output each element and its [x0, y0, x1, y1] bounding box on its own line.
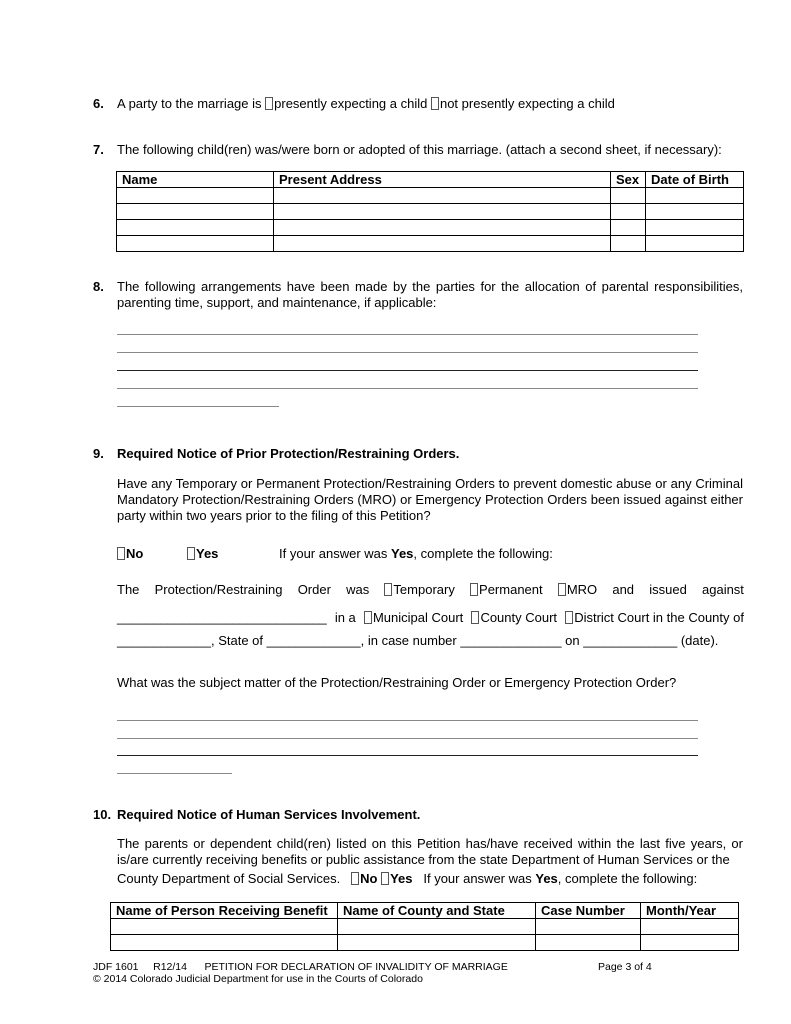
col-sex: Sex [611, 172, 646, 188]
arrangements-line-5[interactable] [117, 406, 279, 407]
subject-line-4[interactable] [117, 773, 232, 774]
table-row[interactable] [111, 919, 739, 935]
word-the: The [117, 582, 140, 597]
permanent-checkbox[interactable] [470, 583, 478, 596]
arrangements-line-4[interactable] [117, 388, 698, 389]
protection-yes[interactable] [187, 546, 218, 561]
word-order: Order [297, 582, 331, 597]
district-option[interactable] [565, 610, 744, 625]
subject-line-3[interactable] [117, 755, 698, 756]
hs-if-yes-pre: If your answer was [423, 871, 536, 886]
not-expecting-label: not presently expecting a child [439, 96, 615, 111]
municipal-checkbox[interactable] [364, 611, 372, 624]
mro-label: MRO [566, 582, 598, 597]
footer-form-id [93, 961, 508, 973]
if-yes-bold: Yes [391, 546, 414, 561]
subject-question: What was the subject matter of the Protection/Restraining Order or Emergency Protection Order? [117, 675, 677, 690]
item-10-heading: Required Notice of Human Services Involvement. [117, 807, 421, 822]
not-expecting-checkbox[interactable] [431, 97, 439, 110]
col-month-year: Month/Year [641, 903, 739, 919]
word-protection: Protection/Restraining [154, 582, 283, 597]
permanent-option[interactable] [470, 582, 543, 597]
benefits-table [110, 902, 739, 951]
item-10-paragraph: The parents or dependent child(ren) listed on this Petition has/have received within the last five years, or is/are currently receiving benefits or public assistance from the state Department of Human Services or the [117, 836, 743, 867]
county-court-label: County Court [480, 610, 558, 625]
social-services-text: County Department of Social Services. [117, 871, 341, 886]
item-7-text: The following child(ren) was/were born or adopted of this marriage. (attach a second sheet, if necessary): [117, 142, 722, 157]
item-8-text: The following arrangements have been made by the parties for the allocation of parental responsibilities, parenting time, support, and maintenance, if applicable: [117, 279, 743, 310]
expecting-checkbox[interactable] [265, 97, 273, 110]
hs-yes-label: Yes [390, 871, 413, 886]
district-checkbox[interactable] [565, 611, 573, 624]
protection-yes-checkbox[interactable] [187, 547, 195, 560]
temporary-option[interactable] [384, 582, 454, 597]
word-was: was [346, 582, 370, 597]
col-address: Present Address [274, 172, 611, 188]
item-8-number: 8. [93, 279, 104, 294]
item-6-number: 6. [93, 96, 104, 111]
item-9-paragraph: Have any Temporary or Permanent Protection/Restraining Orders to prevent domestic abuse or any Criminal Mandatory Protection/Restraining Orders (MRO) or Emergency Protection Orders been issued against either party within two years prior to the filing of this Petition? [117, 476, 743, 523]
county-court-option[interactable] [471, 610, 557, 625]
arrangements-line-1[interactable] [117, 334, 698, 335]
table-row[interactable] [111, 935, 739, 951]
item-6-text [117, 96, 615, 111]
district-label: District Court in the County of [574, 610, 744, 625]
word-against: against [702, 582, 744, 597]
item-9-heading: Required Notice of Prior Protection/Restraining Orders. [117, 446, 460, 461]
table-row[interactable] [117, 188, 744, 204]
word-in-a: in a [334, 610, 356, 625]
protection-no-checkbox[interactable] [117, 547, 125, 560]
children-table [116, 171, 744, 252]
word-and: and [612, 582, 635, 597]
item-10-number: 10. [93, 807, 112, 822]
col-person: Name of Person Receiving Benefit [111, 903, 338, 919]
protection-yes-label: Yes [196, 546, 219, 561]
protection-no[interactable] [117, 546, 143, 561]
table-row[interactable] [117, 236, 744, 252]
arrangements-line-3[interactable] [117, 370, 698, 371]
item-9-number: 9. [93, 446, 104, 461]
mro-checkbox[interactable] [558, 583, 566, 596]
copyright: © 2014 Colorado Judicial Department for use in the Courts of Colorado [93, 973, 423, 985]
item-6-label: A party to the marriage is [117, 96, 262, 111]
table-row[interactable] [117, 220, 744, 236]
municipal-option[interactable] [364, 610, 463, 625]
page-number: Page 3 of 4 [598, 961, 652, 973]
subject-line-1[interactable] [117, 720, 698, 721]
order-type-line [117, 582, 744, 597]
col-name: Name [117, 172, 274, 188]
if-yes-post: , complete the following: [413, 546, 553, 561]
hs-no-checkbox[interactable] [351, 872, 359, 885]
expecting-label: presently expecting a child [274, 96, 428, 111]
county-state-line[interactable]: _____________, State of _____________, in case number ______________ on _____________ (date). [117, 633, 719, 648]
permanent-label: Permanent [479, 582, 543, 597]
county-court-checkbox[interactable] [471, 611, 479, 624]
protection-no-label: No [126, 546, 144, 561]
court-line [117, 610, 744, 625]
temporary-label: Temporary [393, 582, 455, 597]
against-blank[interactable]: _____________________________ [117, 610, 327, 625]
subject-line-2[interactable] [117, 738, 698, 739]
temporary-checkbox[interactable] [384, 583, 392, 596]
col-case-number: Case Number [536, 903, 641, 919]
if-yes-pre: If your answer was [279, 546, 391, 561]
form-id: JDF 1601 R12/14 PETITION FOR DECLARATION OF INVALIDITY OF MARRIAGE [93, 961, 508, 973]
hs-if-yes-post: , complete the following: [557, 871, 698, 886]
municipal-label: Municipal Court [372, 610, 464, 625]
item-10-answer-line [117, 871, 697, 886]
col-county-state: Name of County and State [338, 903, 536, 919]
hs-no-label: No [360, 871, 378, 886]
protection-if-yes [279, 546, 553, 561]
hs-if-yes-bold: Yes [535, 871, 558, 886]
mro-option[interactable] [558, 582, 597, 597]
table-row[interactable] [117, 204, 744, 220]
word-issued: issued [649, 582, 687, 597]
item-7-number: 7. [93, 142, 104, 157]
col-dob: Date of Birth [646, 172, 744, 188]
hs-yes-checkbox[interactable] [381, 872, 389, 885]
arrangements-line-2[interactable] [117, 352, 698, 353]
